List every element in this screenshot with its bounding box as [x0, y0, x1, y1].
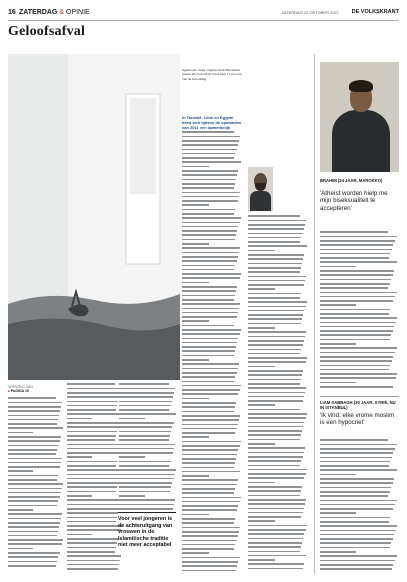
section-name: ZATERDAG [19, 9, 58, 16]
sidebar-quote-1: 'Atheïst worden hielp me mijn biseksualiteit te accepteren' [320, 190, 388, 212]
sidebar-name-2: LIAM SABBAGH (30 JAAR, SYRIË, NU IN ISTANBUL) [320, 400, 396, 410]
text-line [119, 507, 177, 511]
newspaper-name: DE VOLKSKRANT [351, 9, 399, 15]
article-lead: tigerixane' stong volgens Arab Barometer tussen 2013 en 2018 van 8 naar 11 procent van de bevolking. [182, 68, 242, 81]
sidebar-name-1: BRAHIM (24 JAAR, MAROKKO) [320, 178, 383, 183]
photo-beard [255, 183, 266, 191]
text-column-3 [119, 382, 177, 512]
text-column-1 [8, 382, 64, 572]
sidebar-divider [320, 396, 399, 397]
photo-scene [8, 54, 180, 380]
text-line [67, 567, 123, 571]
text-column-2 [67, 382, 123, 572]
text-line [248, 566, 308, 570]
subsection-name: OPINIE [65, 9, 90, 16]
sidebar-text-1 [320, 230, 399, 392]
photo-body [250, 191, 271, 211]
sidebar-text-2 [320, 438, 399, 574]
arrow-icon: ▸ [8, 389, 10, 394]
header-rule [8, 20, 399, 21]
sidebar [320, 54, 399, 574]
text-line [182, 568, 242, 572]
sidebar-rule [314, 54, 315, 574]
issue-date: ZATERDAG 23 OKTOBER 2021 [281, 10, 339, 15]
portrait-hair [349, 80, 373, 92]
inline-portrait-photo [248, 167, 273, 211]
page-header [8, 9, 399, 19]
text-line [8, 564, 64, 568]
continuation-label: VERVOLG VAN [8, 385, 33, 389]
page-number: 16 [8, 9, 16, 16]
continuation-page: PAGINA 15 [10, 389, 29, 394]
section-ampersand: & [59, 9, 64, 16]
article-title: Geloofsafval [8, 24, 86, 39]
portrait-torso [332, 110, 390, 172]
text-line [320, 385, 399, 389]
text-column-4 [182, 104, 242, 574]
sidebar-portrait-photo [320, 62, 399, 172]
text-column-5 [248, 156, 308, 574]
section-label [19, 9, 90, 16]
hero-photo [8, 54, 180, 380]
sidebar-quote-2: 'Ik vind: elke vrome moslim is een hypocriet' [320, 412, 395, 427]
article-subhead: In Tunesië, Libië en Egypte deed zich tijdens de opstanden van 2011 een opmerkelijk [182, 115, 242, 130]
pull-quote: Voor veel jongeren is de achteruitgang van vrouwen in de Islamitische traditie niet meer acceptabel [118, 512, 176, 549]
text-line [320, 567, 399, 571]
